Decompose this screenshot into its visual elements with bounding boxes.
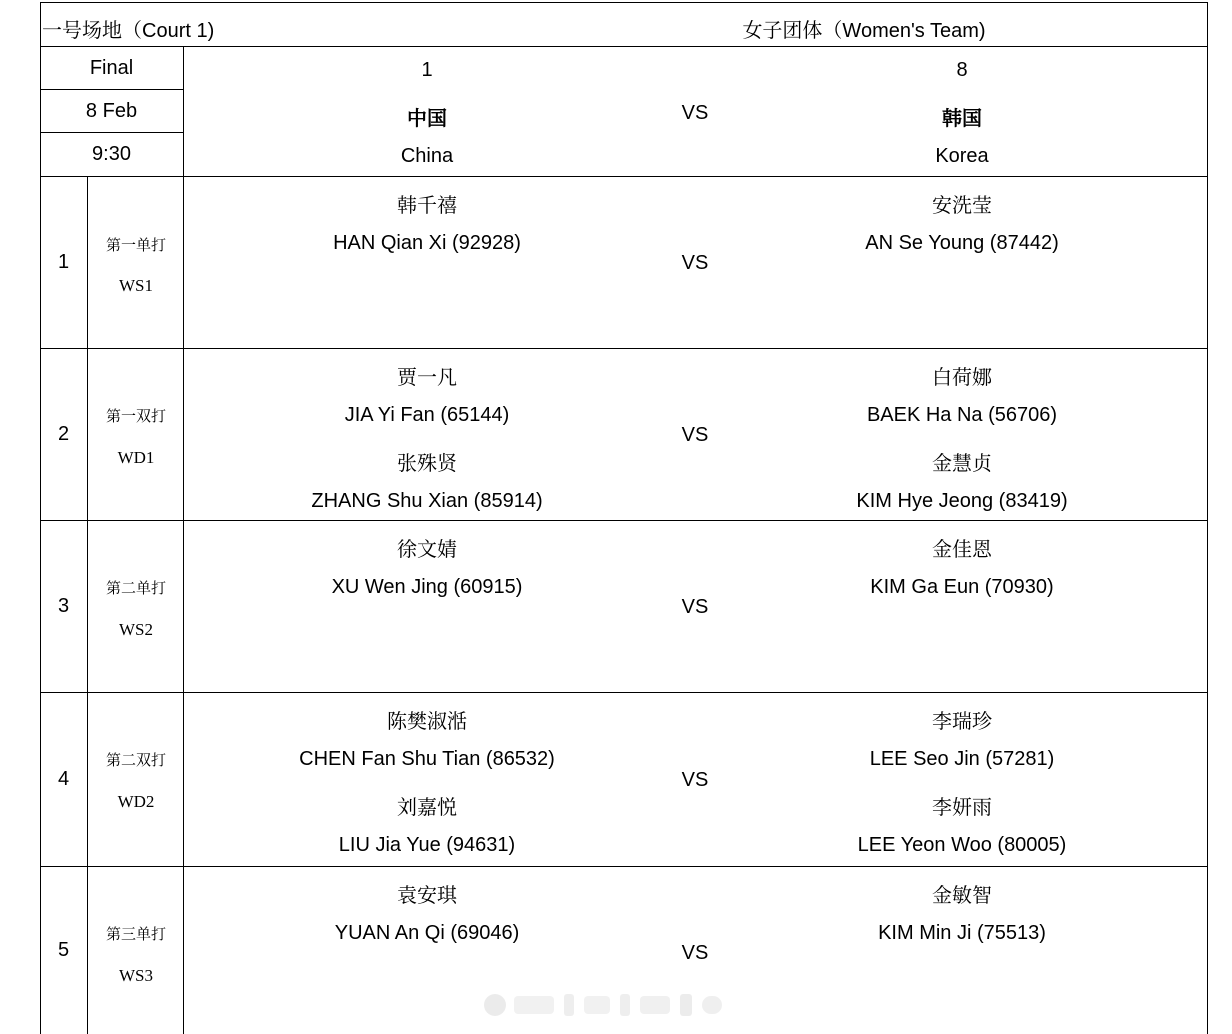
right-player-en: LEE Yeon Woo (80005) (857, 834, 1067, 856)
watermark-bars (484, 990, 746, 1020)
round-label: Final (89, 56, 134, 79)
match-type-code: WS2 (119, 620, 153, 639)
match-type-cell (88, 867, 184, 1034)
match-number-cell (40, 867, 88, 1034)
left-player-cn: 贾一凡 (397, 367, 457, 389)
match-number: 4 (57, 768, 70, 790)
match-type-cell (88, 693, 184, 867)
left-player-cn: 刘嘉悦 (397, 797, 457, 819)
left-player-cn: 韩千禧 (397, 195, 457, 217)
round-cell (40, 47, 184, 90)
left-team-en: China (400, 145, 454, 167)
left-player-en: XU Wen Jing (60915) (331, 576, 523, 598)
match-vs-label: VS (681, 252, 709, 274)
left-player-en: JIA Yi Fan (65144) (344, 404, 510, 426)
match-type-cn: 第一单打 (105, 236, 167, 254)
court-label: 一号场地（Court 1) (42, 20, 215, 42)
left-player-en: LIU Jia Yue (94631) (338, 834, 516, 856)
match-number: 3 (57, 595, 70, 617)
match-number-cell (40, 349, 88, 521)
right-player-en: KIM Min Ji (75513) (878, 922, 1046, 944)
right-player-cn: 李瑞珍 (932, 711, 992, 733)
left-player-en: CHEN Fan Shu Tian (86532) (299, 748, 555, 770)
right-player-en: KIM Hye Jeong (83419) (856, 490, 1068, 512)
match-type-cn: 第二双打 (105, 751, 167, 769)
match-type-code: WS3 (119, 966, 153, 985)
match-type-cell (88, 521, 184, 693)
match-type-cell (88, 177, 184, 349)
left-player-en: YUAN An Qi (69046) (334, 922, 520, 944)
right-team-en: Korea (935, 145, 989, 167)
left-player-cn: 陈樊淑湉 (387, 711, 467, 733)
match-type-cn: 第三单打 (105, 925, 167, 943)
match-number-cell (40, 693, 88, 867)
match-number-cell (40, 177, 88, 349)
event-label: 女子团体（Women's Team) (742, 20, 986, 42)
date-label: 8 Feb (85, 99, 138, 122)
right-player-cn: 李妍雨 (932, 797, 992, 819)
match-schedule-sheet (40, 2, 1208, 1034)
right-player-cn: 金佳恩 (932, 539, 992, 561)
right-player-cn: 金慧贞 (932, 453, 992, 475)
match-type-code: WS1 (119, 276, 153, 295)
right-player-en: BAEK Ha Na (56706) (866, 404, 1058, 426)
left-team-cn: 中国 (407, 108, 447, 130)
left-player-cn: 张殊贤 (397, 453, 457, 475)
left-player-cn: 徐文婧 (397, 539, 457, 561)
left-seed: 1 (421, 59, 433, 81)
match-number: 1 (57, 251, 70, 273)
time-label: 9:30 (92, 143, 131, 165)
match-number: 2 (57, 423, 70, 445)
match-vs-label: VS (681, 596, 709, 618)
match-type-cell (88, 349, 184, 521)
match-vs-label: VS (681, 769, 709, 791)
right-player-en: LEE Seo Jin (57281) (869, 748, 1055, 770)
right-player-cn: 白荷娜 (932, 367, 992, 389)
right-seed: 8 (956, 59, 968, 81)
match-vs-label: VS (681, 424, 709, 446)
right-player-cn: 金敏智 (932, 885, 992, 907)
right-player-en: KIM Ga Eun (70930) (870, 576, 1054, 598)
date-cell (40, 90, 184, 133)
match-type-code: WD2 (117, 792, 155, 811)
time-cell (40, 133, 184, 177)
team-vs-label: VS (681, 102, 709, 124)
match-type-cn: 第一双打 (105, 407, 167, 425)
right-player-en: AN Se Young (87442) (865, 232, 1059, 254)
left-player-en: ZHANG Shu Xian (85914) (311, 490, 543, 512)
match-type-code: WD1 (117, 448, 155, 467)
match-type-cn: 第二单打 (105, 579, 167, 597)
match-number: 5 (57, 939, 70, 961)
left-player-en: HAN Qian Xi (92928) (333, 232, 521, 254)
right-team-cn: 韩国 (942, 108, 982, 130)
header-row (40, 2, 1208, 47)
right-player-cn: 安洗莹 (932, 195, 992, 217)
match-vs-label: VS (681, 942, 709, 964)
left-player-cn: 袁安琪 (397, 885, 457, 907)
match-number-cell (40, 521, 88, 693)
